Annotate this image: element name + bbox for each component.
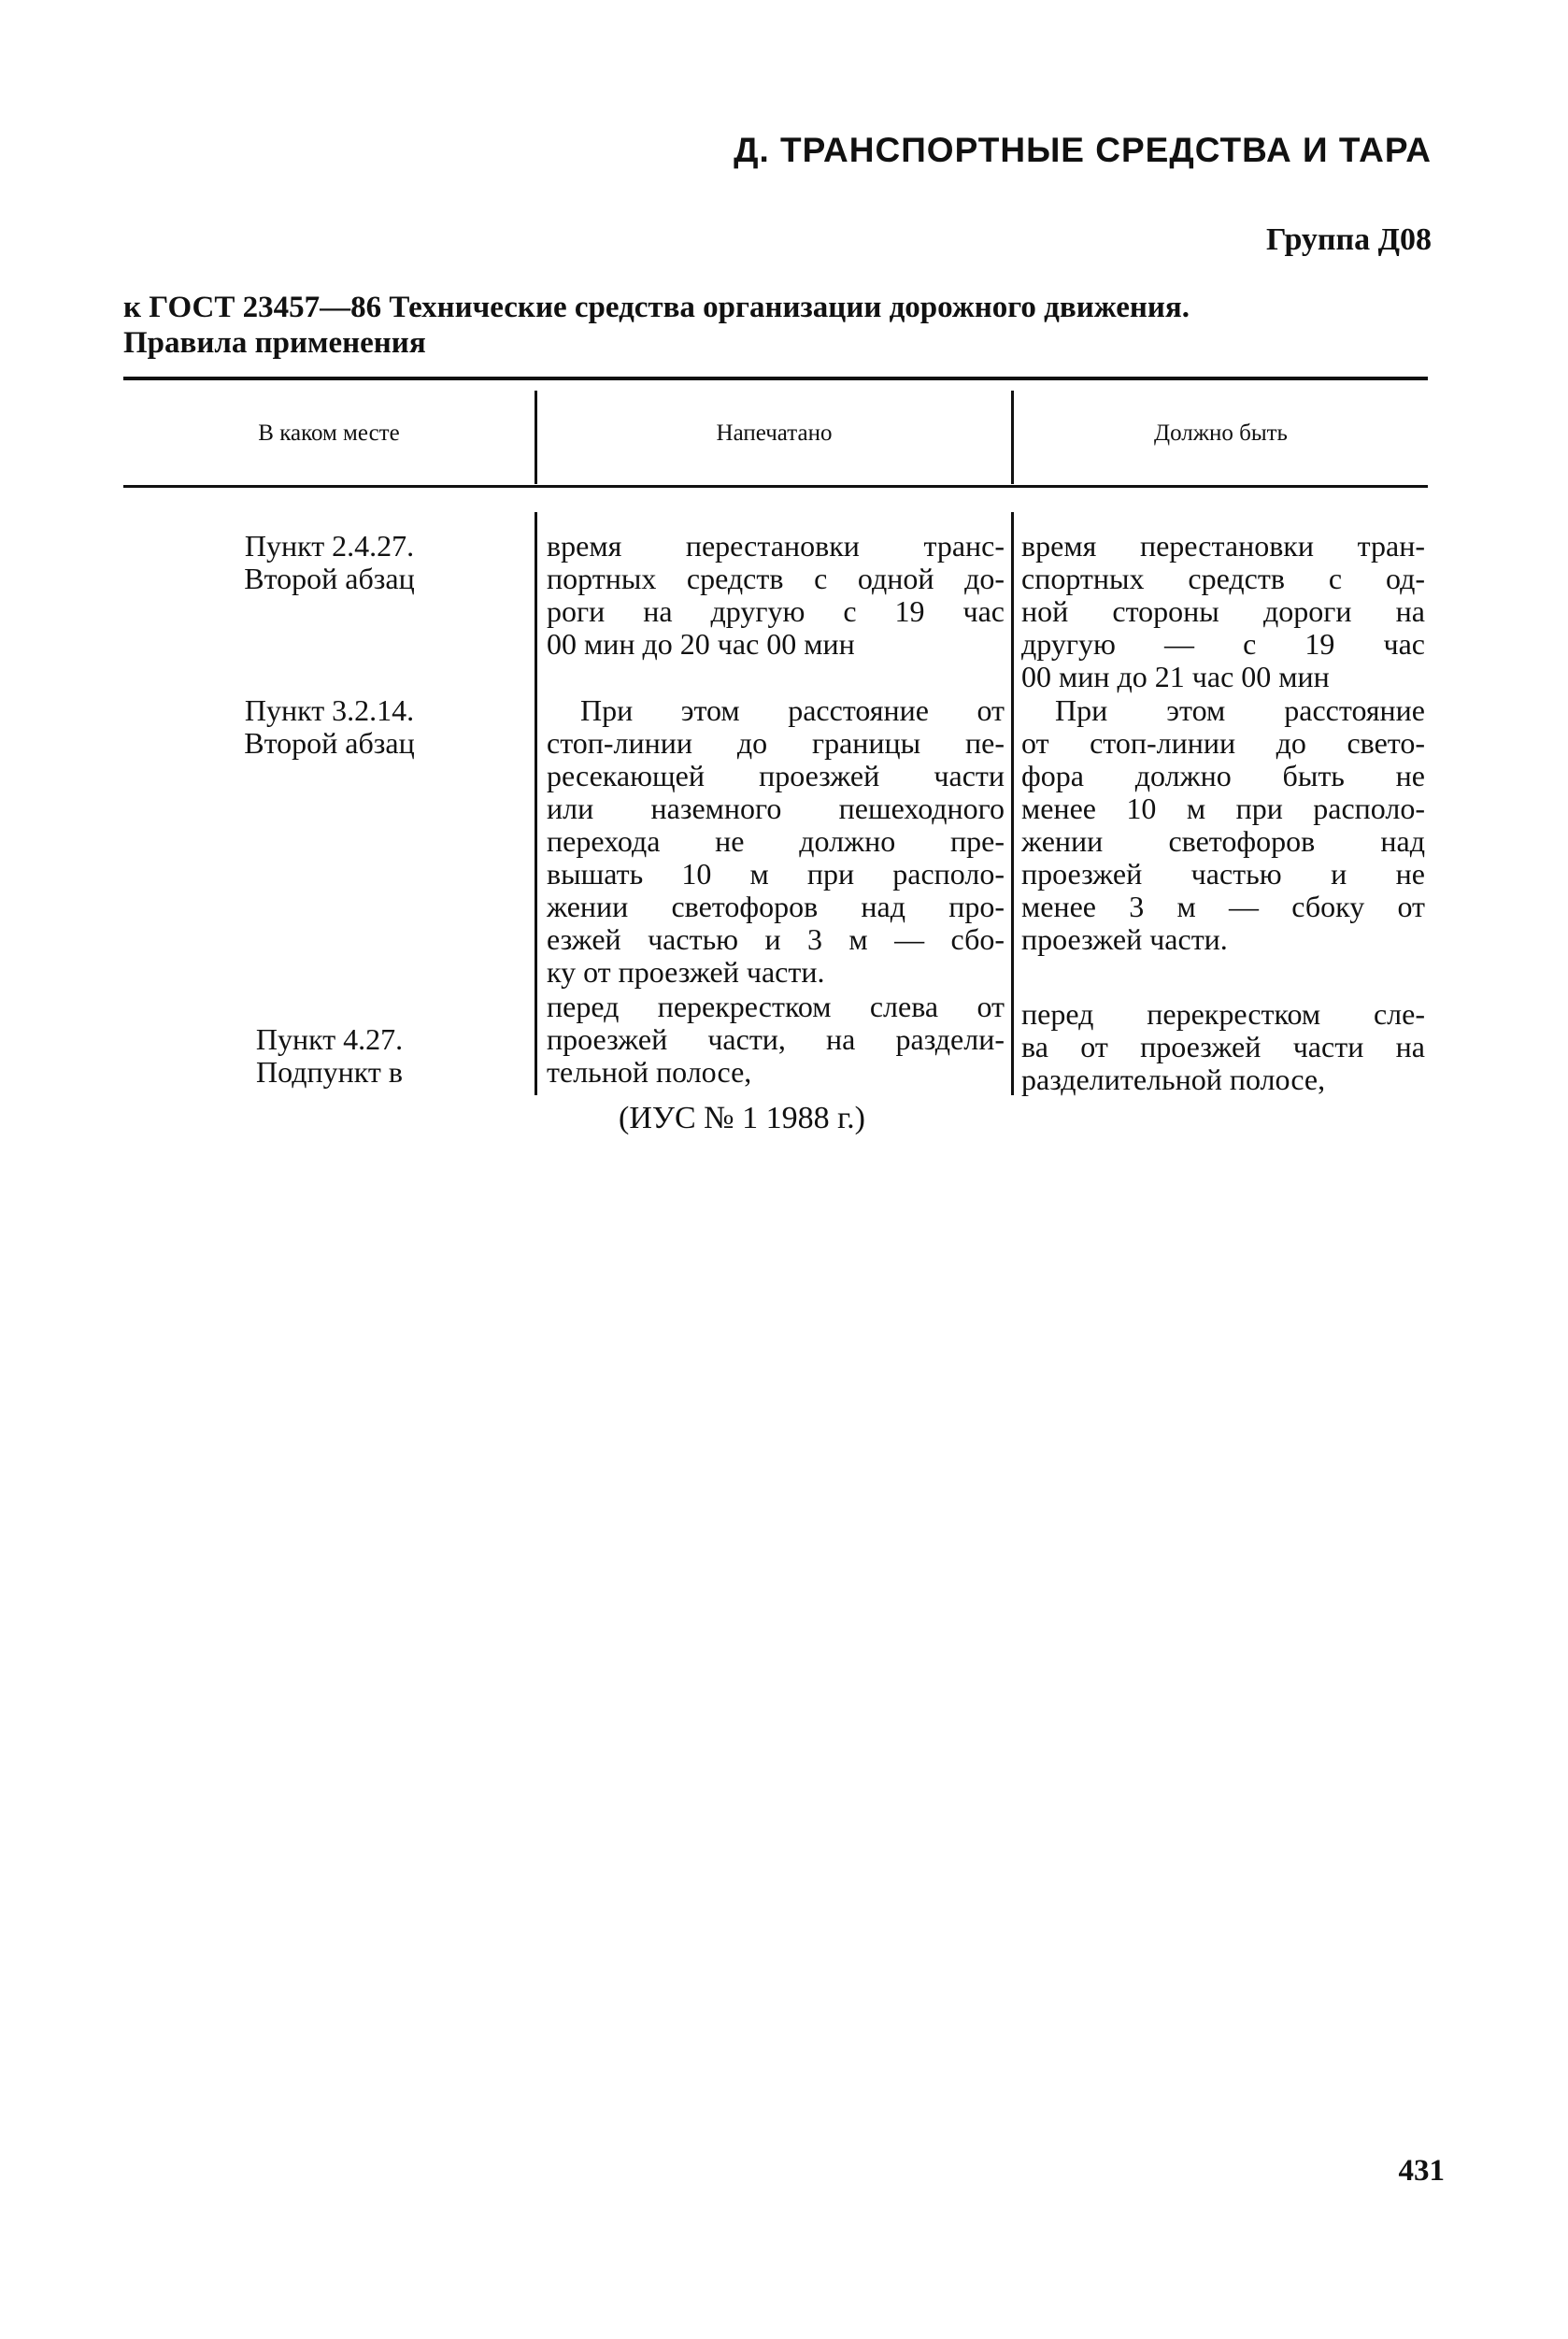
text-line: роги на другую с 19 час bbox=[547, 594, 1005, 628]
text-line: вышать 10 м при располо- bbox=[547, 857, 1005, 891]
text-line: ресекающей проезжей части bbox=[547, 759, 1005, 792]
subject-line-1: к ГОСТ 23457—86 Технические средства организации дорожного движения. bbox=[123, 291, 1190, 324]
group-code: Группа Д08 bbox=[1265, 222, 1432, 257]
text-line: стоп-линии до границы пе- bbox=[547, 726, 1005, 760]
text-line: 00 мин до 21 час 00 мин bbox=[1021, 660, 1330, 693]
header-place: В каком месте bbox=[258, 421, 400, 446]
text-line: При этом расстояние от bbox=[580, 693, 1005, 727]
text-line: перехода не должно пре- bbox=[547, 824, 1005, 858]
text-line: При этом расстояние bbox=[1055, 693, 1425, 727]
table-row-2-should-be bbox=[1021, 694, 1425, 956]
text-line: перед перекрестком сле- bbox=[1021, 997, 1425, 1031]
text-line: 00 мин до 20 час 00 мин bbox=[547, 627, 855, 661]
text-line: время перестановки транс- bbox=[547, 529, 1005, 563]
text-line: менее 3 м — сбоку от bbox=[1021, 890, 1425, 923]
header-printed: Напечатано bbox=[716, 421, 833, 446]
column-divider-2-body bbox=[1011, 512, 1014, 1095]
text-line: тельной полосе, bbox=[547, 1055, 752, 1089]
text-line: ва от проезжей части на bbox=[1021, 1030, 1425, 1063]
table-row-3-printed bbox=[547, 991, 1005, 1089]
text-line: перед перекрестком слева от bbox=[547, 990, 1005, 1023]
text-line: портных средств с одной до- bbox=[547, 562, 1005, 595]
text-line: проезжей части. bbox=[1021, 922, 1228, 956]
table-row-1-place: Пункт 2.4.27. Второй абзац bbox=[244, 529, 415, 595]
table-top-rule bbox=[123, 377, 1428, 380]
table-row-2-printed bbox=[547, 694, 1005, 989]
text-line: ной стороны дороги на bbox=[1021, 594, 1425, 628]
text-line: фора должно быть не bbox=[1021, 759, 1425, 792]
table-row-3-should-be bbox=[1021, 998, 1425, 1096]
text-line: проезжей части, на раздели- bbox=[547, 1022, 1005, 1056]
subject-line-2: Правила применения bbox=[123, 326, 426, 360]
text-line: другую — с 19 час bbox=[1021, 627, 1425, 661]
subject-title bbox=[123, 290, 1430, 361]
text-line: проезжей частью и не bbox=[1021, 857, 1425, 891]
ius-note: (ИУС № 1 1988 г.) bbox=[619, 1101, 865, 1135]
text-line: езжей частью и 3 м — сбо- bbox=[547, 922, 1005, 956]
table-row-1-should-be bbox=[1021, 530, 1425, 693]
table-header-rule bbox=[123, 485, 1428, 488]
text-line: менее 10 м при располо- bbox=[1021, 792, 1425, 825]
table-row-1-printed bbox=[547, 530, 1005, 661]
page-number: 431 bbox=[1398, 2154, 1445, 2188]
text-line: разделительной полосе, bbox=[1021, 1063, 1326, 1096]
place-text: Пункт 4.27. Подпункт в bbox=[255, 1022, 404, 1089]
table-row-2-place: Пункт 3.2.14. Второй абзац bbox=[244, 693, 415, 760]
text-line: ку от проезжей части. bbox=[547, 955, 825, 989]
text-line: от стоп-линии до свето- bbox=[1021, 726, 1425, 760]
header-should-be: Должно быть bbox=[1154, 421, 1288, 446]
text-line: время перестановки тран- bbox=[1021, 529, 1425, 563]
text-line: или наземного пешеходного bbox=[547, 792, 1005, 825]
text-line: жении светофоров над bbox=[1021, 824, 1425, 858]
section-title: Д. ТРАНСПОРТНЫЕ СРЕДСТВА И ТАРА bbox=[734, 131, 1432, 169]
table-row-3-place bbox=[140, 991, 519, 1089]
text-line: жении светофоров над про- bbox=[547, 890, 1005, 923]
column-divider-1-body bbox=[535, 512, 537, 1095]
text-line: спортных средств с од- bbox=[1021, 562, 1425, 595]
